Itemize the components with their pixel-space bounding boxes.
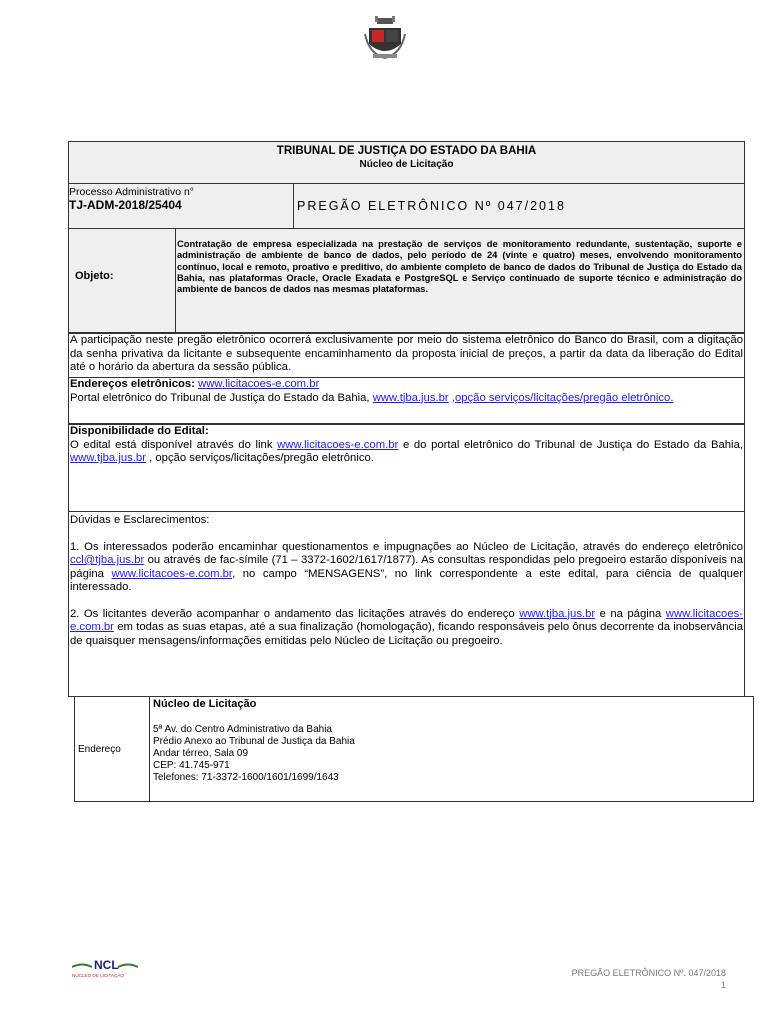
object-text: Contratação de empresa especializada na prestação de serviços de monitoramento redundante, sustentação, suporte e administração de ambiente de banco de dados, pelo período de 24 (vinte e quatro) meses, envolvendo monitoramento contínuo, local e remoto, proativo e preditivo, do ambiente completo de banco de dados do Tribunal de Justiça do Estado da Bahia, nas plataformas Oracle, Oracle Exadata e PostgreSQL e Serviço continuado de suporte técnico e administração do ambiente de bancos de dados nas mesmas plataformas. (177, 238, 742, 295)
tjba-option-link[interactable]: ,opção serviços/licitações/pregão eletrônico. (451, 391, 674, 404)
coat-of-arms-icon (363, 16, 407, 62)
address-box (74, 696, 754, 802)
page-number: 1 (720, 980, 726, 990)
pregao-number: PREGÃO ELETRÔNICO Nº 047/2018 (297, 199, 566, 213)
object-left-cell (69, 229, 176, 332)
department-title: Núcleo de Licitação (359, 159, 454, 170)
participation-text: A participação neste pregão eletrônico ocorrerá exclusivamente por meio do sistema eletrônico do Banco do Brasil, com a digitação da senha privativa da licitante e subsequente encaminhamento da proposta inicial de preços, a partir da data da liberação do Edital até o horário da abertura da sessão pública. (70, 334, 743, 373)
questions-box (68, 511, 745, 697)
footer-text: PREGÃO ELETRÔNICO Nº. 047/2018 (571, 968, 726, 978)
addresses-label: Endereços eletrônicos: (70, 378, 195, 390)
address-title: Núcleo de Licitação (153, 698, 257, 710)
questions-label: Dúvidas e Esclarecimentos: (70, 514, 210, 526)
logo-tagline: NÚCLEO DE LICITAÇÃO (72, 973, 124, 978)
questions-item-2: 2. Os licitantes deverão acompanhar o andamento das licitações através do endereço www.tjba.jus.br e na página www.licitacoes-e.com.br em todas as suas etapas, até a sua finalização (homologação), ficando responsáveis pelo ônus decorrente da inobservância de quaisquer mensagens/informações emitidas pelo Núcleo de Licitação ou pregoeiro. (70, 607, 744, 647)
process-label: Processo Administrativo n° (69, 186, 195, 198)
participation-box (68, 333, 745, 378)
page-footer (572, 967, 726, 991)
address-line-4: CEP: 41.745-971 (153, 760, 230, 771)
process-number: TJ-ADM-2018/25404 (69, 198, 182, 212)
email-link[interactable]: ccl@tjba.jus.br (70, 554, 145, 566)
object-box (68, 228, 745, 333)
court-title: TRIBUNAL DE JUSTIÇA DO ESTADO DA BAHIA (276, 145, 537, 157)
addresses-box (68, 377, 745, 424)
availability-text-3: , opção serviços/licitações/pregão eletrônico. (149, 452, 374, 464)
licitacoes-link[interactable]: www.licitacoes-e.com.br (198, 378, 320, 390)
availability-label: Disponibilidade do Edital: (70, 425, 209, 437)
availability-tjba-link[interactable]: www.tjba.jus.br (70, 452, 146, 464)
address-line-3: Andar térreo, Sala 09 (153, 748, 249, 759)
availability-box (68, 424, 745, 512)
addresses-text: Portal eletrônico do Tribunal de Justiça do Estado da Bahia, (70, 391, 370, 404)
questions-item-1: 1. Os interessados poderão encaminhar questionamentos e impugnações ao Núcleo de Licitação, através do endereço eletrônico ccl@tjba.jus.br ou através de fac-símile (71 – 3372-1602/1617/1877). As consultas respondidas pelo pregoeiro estarão disponíveis na página www.licitacoes-e.com.br, no campo “MENSAGENS”, no link correspondente a este edital, para ciência de qualquer interessado. (70, 540, 743, 593)
header-box (68, 141, 745, 184)
logo-text: NCL (94, 958, 119, 972)
address-label: Endereço (78, 744, 121, 755)
process-left-cell (69, 184, 294, 228)
questions-tjba-link[interactable]: www.tjba.jus.br (519, 607, 596, 620)
questions-licitacoes-link[interactable]: www.licitacoes-e.com.br (111, 567, 233, 580)
availability-text-2: e do portal eletrônico do Tribunal de Justiça do Estado da Bahia, (402, 438, 743, 451)
ncl-logo (72, 958, 160, 978)
object-label: Objeto: (75, 270, 114, 282)
address-line-2: Prédio Anexo ao Tribunal de Justiça da Bahia (153, 736, 355, 747)
availability-licitacoes-link[interactable]: www.licitacoes-e.com.br (277, 438, 399, 451)
tjba-link[interactable]: www.tjba.jus.br (372, 391, 449, 404)
process-box (68, 183, 745, 229)
questions-licitacoes-link-2[interactable]: www.licitacoes-e.com.br (70, 607, 744, 633)
address-details (153, 698, 355, 784)
address-line-1: 5ª Av. do Centro Administrativo da Bahia (153, 724, 332, 735)
availability-text-1: O edital está disponível através do link (70, 438, 273, 451)
address-left-cell (75, 697, 150, 801)
address-line-5: Telefones: 71-3372-1600/1601/1699/1643 (153, 772, 339, 783)
